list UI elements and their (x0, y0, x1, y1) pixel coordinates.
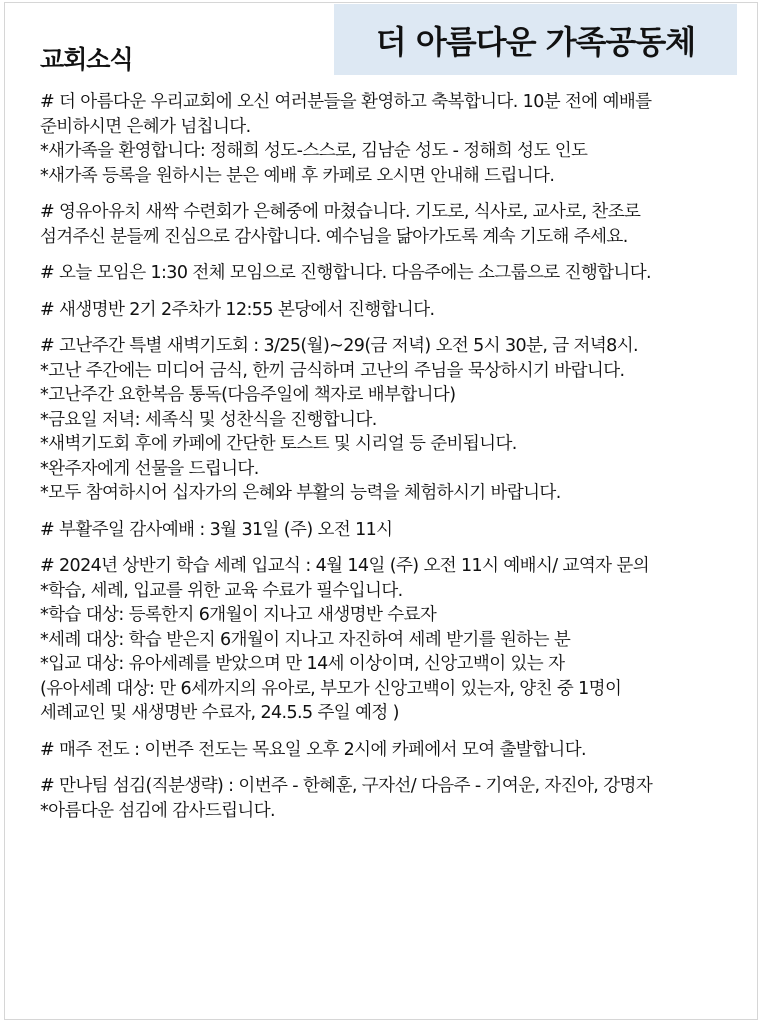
announcements (40, 90, 740, 835)
announcement-line: *학습, 세례, 입교를 위한 교육 수료가 필수입니다. (40, 580, 403, 601)
announcement-section (40, 334, 740, 506)
announcement-line: *고난 주간에는 미디어 금식, 한끼 금식하며 고난의 주님을 묵상하시기 바랍니다. (40, 360, 625, 381)
announcement-line: *완주자에게 선물을 드립니다. (40, 458, 259, 479)
announcement-section (40, 261, 740, 286)
announcement-section (40, 554, 740, 726)
announcement-heading: # 영유아유치 새싹 수련회가 은혜중에 마쳤습니다. 기도로, 식사로, 교사로, 찬조로 (40, 202, 641, 222)
announcement-heading: # 부활주일 감사예배 : 3월 31일 (주) 오전 11시 (40, 519, 393, 540)
announcement-section (40, 738, 740, 763)
announcement-heading: # 고난주간 특별 새벽기도회 : 3/25(월)~29(금 저녁) 오전 5시 30분, 금 저녁8시. (40, 336, 638, 356)
announcement-line: *금요일 저녁: 세족식 및 성찬식을 진행합니다. (40, 409, 377, 430)
banner (334, 4, 737, 75)
announcement-section (40, 298, 740, 323)
page-title: 교회소식 (40, 45, 133, 74)
announcement-section (40, 90, 740, 188)
announcement-line: *세례 대상: 학습 받은지 6개월이 지나고 자진하여 세례 받기를 원하는 분 (40, 629, 571, 650)
announcement-line: (유아세례 대상: 만 6세까지의 유아로, 부모가 신앙고백이 있는자, 양친 중 1명이 (40, 678, 622, 699)
announcement-heading: # 더 아름다운 우리교회에 오신 여러분들을 환영하고 축복합니다. 10분 전에 예배를 (40, 92, 652, 112)
announcement-line: *아름다운 섬김에 감사드립니다. (40, 800, 276, 821)
announcement-line: *학습 대상: 등록한지 6개월이 지나고 새생명반 수료자 (40, 605, 437, 625)
announcement-line: *모두 참여하시어 십자가의 은혜와 부활의 능력을 체험하시기 바랍니다. (40, 483, 561, 503)
announcement-heading: # 오늘 모임은 1:30 전체 모임으로 진행합니다. 다음주에는 소그룹으로 진행합니다. (40, 263, 652, 283)
announcement-heading: # 만나팀 섬김(직분생략) : 이번주 - 한혜훈, 구자선/ 다음주 - 기여운, 자진아, 강명자 (40, 776, 653, 796)
banner-title: 더 아름다운 가족공동체 (375, 22, 696, 61)
announcement-heading: # 새생명반 2기 2주차가 12:55 본당에서 진행합니다. (40, 299, 435, 320)
announcement-line: 준비하시면 은혜가 넘칩니다. (40, 116, 251, 137)
announcement-line: *새가족 등록을 원하시는 분은 예배 후 카페로 오시면 안내해 드립니다. (40, 165, 555, 186)
announcement-section (40, 518, 740, 543)
announcement-line: *입교 대상: 유아세례를 받았으며 만 14세 이상이며, 신앙고백이 있는 자 (40, 654, 565, 674)
announcement-section (40, 200, 740, 249)
announcement-section (40, 774, 740, 823)
announcement-line: *고난주간 요한복음 통독(다음주일에 책자로 배부합니다) (40, 385, 456, 405)
announcement-line: 세례교인 및 새생명반 수료자, 24.5.5 주일 예정 ) (40, 703, 399, 723)
announcement-heading: # 2024년 상반기 학습 세례 입교식 : 4월 14일 (주) 오전 11시 예배시/ 교역자 문의 (40, 556, 650, 576)
announcement-line: 섬겨주신 분들께 진심으로 감사합니다. 예수님을 닮아가도록 계속 기도해 주세요. (40, 226, 628, 247)
announcement-heading: # 매주 전도 : 이번주 전도는 목요일 오후 2시에 카페에서 모여 출발합니다. (40, 739, 586, 760)
announcement-line: *새벽기도회 후에 카페에 간단한 토스트 및 시리얼 등 준비됩니다. (40, 434, 517, 454)
announcement-line: *새가족을 환영합니다: 정해희 성도-스스로, 김남순 성도 - 정해희 성도 인도 (40, 141, 588, 161)
